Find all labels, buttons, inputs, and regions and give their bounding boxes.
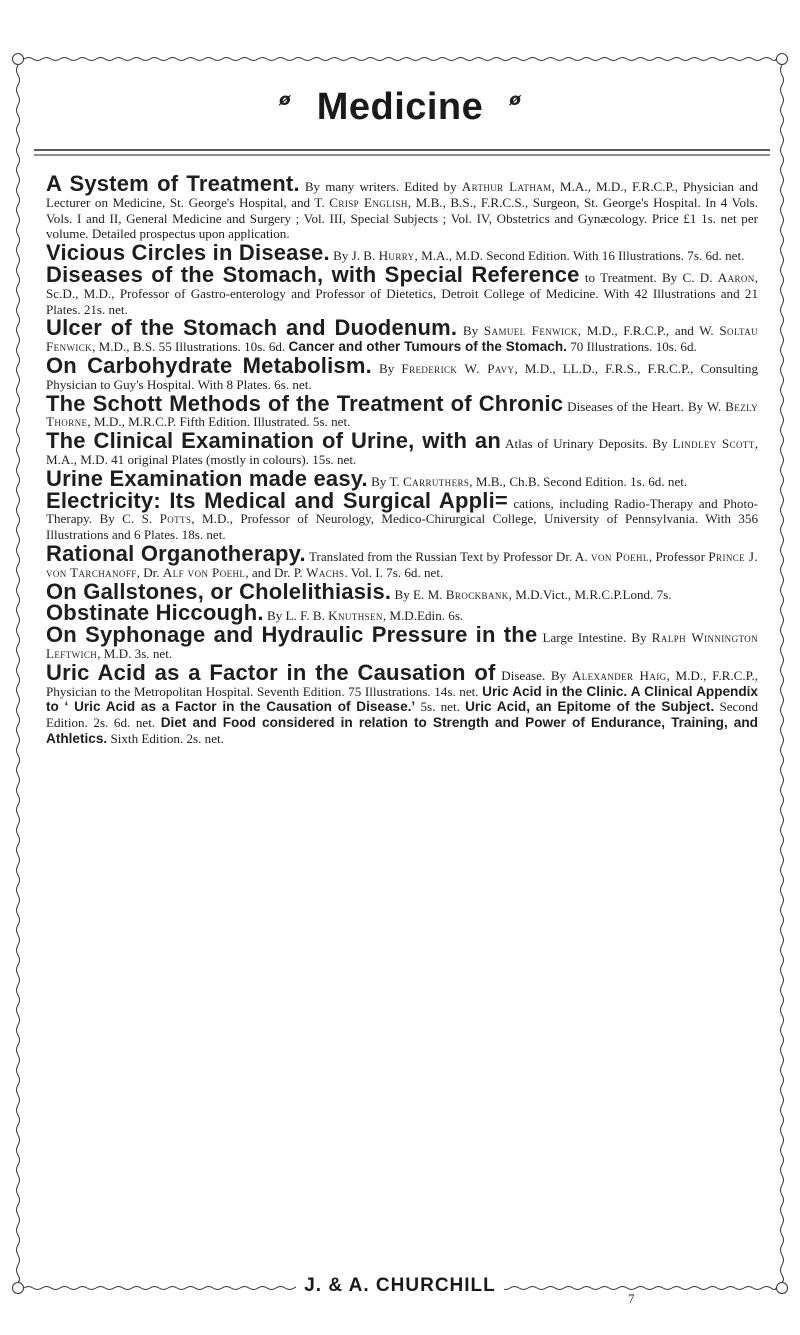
book-title: The Schott Methods of the Treatment of Chronic [46,390,564,416]
book-title: Diseases of the Stomach, with Special Reference [46,261,580,287]
entry-text: Translated from the Russian Text by Professor Dr. A. [305,548,592,564]
entry-text: , M.D., F.R.C.P., and W. [577,323,720,339]
frame-wave-left [17,65,20,1282]
book-title: Urine Examination made easy. [46,465,368,491]
entry-text: , M.B., B.S., F.R.C.S., Surgeon, St. George's Hospital. In 4 Vols. Vols. I and II, General Medicine and Surgery ; Vol. III, Special Subjects ; Vol. IV, Obstetrics and Gynæcology. Price £1 1s. net per volume. Detailed prospectus upon application. [46,194,758,242]
author-name: Lindley Scott [672,436,755,452]
author-name: Alf von Poehl [162,564,246,580]
entry-text: , M.D., Professor of Neurology, Medico-Chirurgical College, University of Pennsylvania. With 356 Illustrations and 6 Plates. 18s. net. [46,511,759,543]
entry-text: 70 Illustrations. 10s. 6d. [566,339,697,355]
entry-text: , M.A., M.D., F.R.C.P., Physician and Lecturer on Medicine, St. George's Hospital, and T. [46,179,759,210]
entry-text: , M.B., Ch.B. Second Edition. 1s. 6d. net. [469,473,688,489]
author-name: Carruthers [403,473,470,489]
book-entry [46,622,759,662]
entry-text: . Vol. I. 7s. 6d. net. [344,564,444,580]
entry-text: By T. [367,473,404,489]
author-name: Alexander Haig [571,667,667,683]
author-name: Wachs [306,564,345,580]
book-entry [46,390,758,431]
frame-corner-top-left [13,54,24,65]
author-name: Frederick W. Pavy [401,360,515,376]
frame-wave-right [781,65,784,1282]
book-title: Electricity: Its Medical and Surgical Appli= [46,487,508,513]
entry-text: , M.D.Vict., M.R.C.P.Lond. 7s. [508,586,672,602]
author-name: von Poehl [591,548,649,564]
entry-text: By L. F. B. [263,608,329,624]
book-entry [46,352,758,393]
catalogue-list [46,171,759,750]
book-entry [46,659,759,747]
entry-text: , M.A., M.D. Second Edition. With 16 Illustrations. 7s. 6d. net. [414,248,745,264]
frame-wave-top [24,58,776,61]
entry-text: By J. B. [329,248,379,264]
book-title: On Gallstones, or Cholelithiasis. [46,578,392,604]
entry-text: 5s. net. [415,699,466,715]
author-name: Hurry [378,248,415,264]
book-entry [46,428,758,468]
entry-text: , M.D., B.S. 55 Illustrations. 10s. 6d. [92,339,289,355]
book-title: The Clinical Examination of Urine, with an [46,428,501,454]
book-entry [46,261,758,317]
related-title: Uric Acid in the Clinic. A Clinical Appendix to ‘ Uric Acid as a Factor in the Causation of Disease.’ [46,683,758,715]
book-entry [46,487,759,543]
entry-text: , Dr. [136,564,163,580]
entry-text: , Sc.D., M.D., Professor of Gastro-enterology and Professor of Dietetics, Detroit College of Medicine. With 42 Illustrations and 21 Plates. 21s. net. [46,269,758,317]
book-title: Ulcer of the Stomach and Duodenum. [46,315,458,341]
author-name: Arthur Latham [461,179,552,194]
author-name: Brockbank [445,586,509,602]
book-title: Obstinate Hiccough. [46,600,264,626]
entry-text: , M.D. 3s. net. [97,645,173,661]
book-title: Rational Organotherapy. [46,540,306,566]
entry-text: cations, including Radio-Therapy and Photo-Therapy. By C. S. [46,495,758,527]
entry-text: , Professor [648,548,709,564]
book-title: On Carbohydrate Metabolism. [46,352,372,378]
entry-text: , M.D., LL.D., F.R.S., F.R.C.P., Consulting Physician to Guy's Hospital. With 8 Plates. 6s. net. [46,360,758,392]
book-title: Uric Acid as a Factor in the Causation of [46,659,496,685]
ornament-right-icon: ø [509,90,521,110]
entry-text: Large Intestine. By [537,630,652,646]
book-entry [46,171,759,242]
entry-text: , M.D.Edin. 6s. [382,608,464,624]
book-title: A System of Treatment. [46,171,300,196]
entry-text: to Treatment. By C. D. [579,269,718,285]
related-title: Uric Acid, an Epitome of the Subject. [465,699,715,715]
entry-text: Disease. By [495,667,572,683]
author-name: Prince J. von Tarchanoff [46,548,759,580]
author-name: Aaron [717,269,755,285]
entry-text: Second Edition. 2s. 6d. net. [46,699,759,731]
author-name: Potts [159,511,192,527]
page-title: Medicine [316,86,484,128]
entry-text: By E. M. [391,586,446,602]
page-header [0,86,800,129]
entry-text: , M.D., F.R.C.P., Physician to the Metropolitan Hospital. Seventh Edition. 75 Illustrations. 14s. net. [46,667,758,699]
frame-corner-top-right [777,54,788,65]
entry-text: By [457,323,484,339]
book-title: Vicious Circles in Disease. [46,240,330,266]
author-name: Crisp English [329,194,408,210]
author-name: Samuel Fenwick [483,323,578,339]
page-number: 7 [628,1291,635,1306]
publisher-name: J. & A. CHURCHILL [296,1275,504,1296]
author-name: Bezly Thorne [46,398,758,430]
related-title: Diet and Food considered in relation to Strength and Power of Endurance, Training, and Athletics. [46,715,758,746]
entry-text: , and Dr. P. [245,564,307,580]
entry-text: By [371,360,402,376]
book-entry [46,315,758,355]
entry-text: Atlas of Urinary Deposits. By [500,436,673,452]
book-entry [46,540,759,581]
publisher-footer [0,1275,800,1297]
related-title: Cancer and other Tumours of the Stomach. [288,339,567,355]
entry-text: , M.D., M.R.C.P. Fifth Edition. Illustrated. 5s. net. [87,414,351,430]
author-name: Knuthsen [328,608,383,624]
entry-text: Sixth Edition. 2s. net. [107,730,224,746]
book-title: On Syphonage and Hydraulic Pressure in the [46,622,538,648]
entry-text: By many writers. Edited by [299,179,462,194]
ornament-left-icon: ø [279,90,291,110]
entry-text: , M.A., M.D. 41 original Plates (mostly in colours). 15s. net. [46,436,758,467]
author-name: Ralph Winnington Leftwich [46,630,759,661]
author-name: Soltau Fenwick [46,323,758,355]
entry-text: Diseases of the Heart. By W. [563,398,726,414]
